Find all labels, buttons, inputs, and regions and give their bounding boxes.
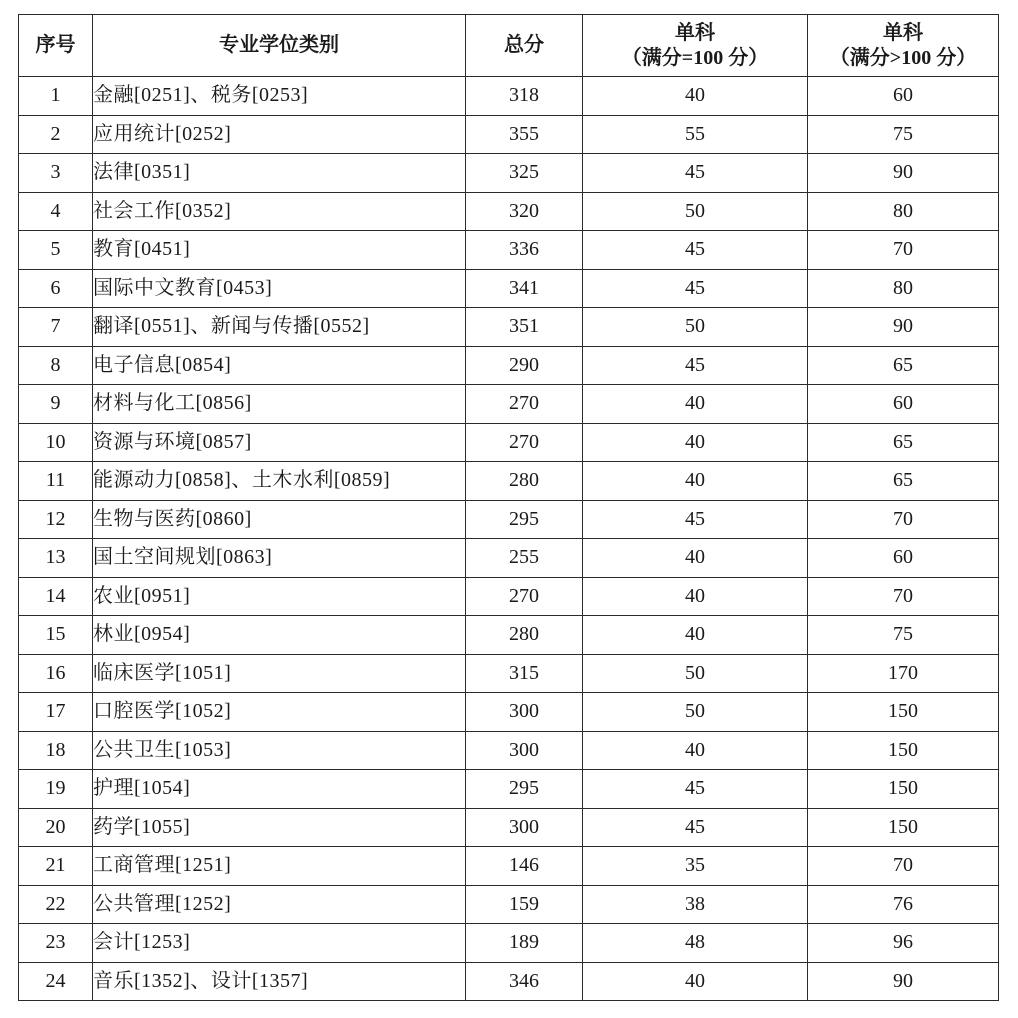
header-total-score: 总分 [466, 15, 583, 77]
table-row [19, 693, 999, 732]
cell-serial-number: 24 [19, 962, 93, 1001]
cell-degree-category: 法律[0351] [93, 154, 466, 193]
cell-single-subject-gt100: 96 [808, 924, 999, 963]
cell-single-subject-gt100: 60 [808, 385, 999, 424]
cell-total-score: 300 [466, 808, 583, 847]
table-row [19, 539, 999, 578]
header-degree-category: 专业学位类别 [93, 15, 466, 77]
cell-total-score: 295 [466, 770, 583, 809]
cell-serial-number: 10 [19, 423, 93, 462]
table-row [19, 808, 999, 847]
cell-degree-category: 教育[0451] [93, 231, 466, 270]
cell-serial-number: 9 [19, 385, 93, 424]
cell-serial-number: 23 [19, 924, 93, 963]
cell-single-subject-eq100: 40 [583, 962, 808, 1001]
cell-single-subject-gt100: 65 [808, 423, 999, 462]
cell-single-subject-eq100: 35 [583, 847, 808, 886]
cell-serial-number: 21 [19, 847, 93, 886]
cell-single-subject-gt100: 60 [808, 77, 999, 116]
cell-serial-number: 18 [19, 731, 93, 770]
header-single-eq100-line2: （满分=100 分） [621, 46, 769, 69]
cell-total-score: 270 [466, 423, 583, 462]
table-row [19, 847, 999, 886]
table-row [19, 192, 999, 231]
cell-single-subject-gt100: 75 [808, 115, 999, 154]
table-row [19, 731, 999, 770]
cell-total-score: 255 [466, 539, 583, 578]
cell-single-subject-eq100: 45 [583, 231, 808, 270]
cell-serial-number: 17 [19, 693, 93, 732]
cell-total-score: 290 [466, 346, 583, 385]
cell-degree-category: 材料与化工[0856] [93, 385, 466, 424]
cell-total-score: 318 [466, 77, 583, 116]
cell-single-subject-eq100: 40 [583, 77, 808, 116]
cell-degree-category: 口腔医学[1052] [93, 693, 466, 732]
table-row [19, 308, 999, 347]
cell-degree-category: 国际中文教育[0453] [93, 269, 466, 308]
cell-total-score: 270 [466, 385, 583, 424]
cell-degree-category: 金融[0251]、税务[0253] [93, 77, 466, 116]
cell-total-score: 325 [466, 154, 583, 193]
cell-single-subject-eq100: 50 [583, 693, 808, 732]
cell-total-score: 189 [466, 924, 583, 963]
table-row [19, 115, 999, 154]
cell-single-subject-eq100: 40 [583, 462, 808, 501]
cell-serial-number: 2 [19, 115, 93, 154]
cell-single-subject-eq100: 40 [583, 423, 808, 462]
cell-serial-number: 8 [19, 346, 93, 385]
cell-total-score: 295 [466, 500, 583, 539]
cell-degree-category: 音乐[1352]、设计[1357] [93, 962, 466, 1001]
cell-serial-number: 14 [19, 577, 93, 616]
cell-single-subject-gt100: 150 [808, 731, 999, 770]
table-row [19, 154, 999, 193]
cell-single-subject-gt100: 65 [808, 462, 999, 501]
cell-degree-category: 社会工作[0352] [93, 192, 466, 231]
cell-single-subject-gt100: 90 [808, 308, 999, 347]
header-single-gt100-line2: （满分>100 分） [829, 46, 977, 69]
cell-total-score: 270 [466, 577, 583, 616]
cell-single-subject-eq100: 55 [583, 115, 808, 154]
cell-total-score: 280 [466, 462, 583, 501]
cell-single-subject-gt100: 170 [808, 654, 999, 693]
cell-degree-category: 临床医学[1051] [93, 654, 466, 693]
table-row [19, 924, 999, 963]
cell-total-score: 300 [466, 731, 583, 770]
cell-single-subject-eq100: 40 [583, 577, 808, 616]
cell-serial-number: 5 [19, 231, 93, 270]
table-row [19, 962, 999, 1001]
cell-degree-category: 会计[1253] [93, 924, 466, 963]
cell-single-subject-gt100: 70 [808, 847, 999, 886]
cell-single-subject-gt100: 80 [808, 269, 999, 308]
cell-serial-number: 11 [19, 462, 93, 501]
cell-serial-number: 3 [19, 154, 93, 193]
cell-single-subject-eq100: 40 [583, 539, 808, 578]
cell-degree-category: 药学[1055] [93, 808, 466, 847]
cell-single-subject-eq100: 45 [583, 269, 808, 308]
table-row [19, 231, 999, 270]
header-row [19, 15, 999, 77]
cell-serial-number: 13 [19, 539, 93, 578]
cell-single-subject-gt100: 80 [808, 192, 999, 231]
cell-serial-number: 22 [19, 885, 93, 924]
cell-single-subject-eq100: 48 [583, 924, 808, 963]
cell-single-subject-gt100: 150 [808, 693, 999, 732]
cell-degree-category: 林业[0954] [93, 616, 466, 655]
cell-total-score: 355 [466, 115, 583, 154]
cell-single-subject-eq100: 45 [583, 346, 808, 385]
cell-single-subject-eq100: 38 [583, 885, 808, 924]
header-single-subject-eq100 [583, 15, 808, 77]
cell-single-subject-eq100: 50 [583, 654, 808, 693]
cell-total-score: 280 [466, 616, 583, 655]
cell-degree-category: 能源动力[0858]、土木水利[0859] [93, 462, 466, 501]
table-row [19, 385, 999, 424]
cell-serial-number: 16 [19, 654, 93, 693]
cell-single-subject-eq100: 45 [583, 154, 808, 193]
header-single-eq100-line1: 单科 [675, 21, 715, 44]
table-row [19, 500, 999, 539]
cell-single-subject-eq100: 50 [583, 308, 808, 347]
cell-single-subject-gt100: 70 [808, 577, 999, 616]
table-row [19, 885, 999, 924]
cell-total-score: 315 [466, 654, 583, 693]
cell-degree-category: 翻译[0551]、新闻与传播[0552] [93, 308, 466, 347]
cell-serial-number: 20 [19, 808, 93, 847]
cell-single-subject-gt100: 150 [808, 770, 999, 809]
cell-degree-category: 公共管理[1252] [93, 885, 466, 924]
cell-degree-category: 生物与医药[0860] [93, 500, 466, 539]
cell-degree-category: 资源与环境[0857] [93, 423, 466, 462]
table-row [19, 346, 999, 385]
score-cutoff-table [18, 14, 999, 1001]
cell-serial-number: 15 [19, 616, 93, 655]
table-row [19, 616, 999, 655]
table-row [19, 77, 999, 116]
table-row [19, 577, 999, 616]
cell-degree-category: 工商管理[1251] [93, 847, 466, 886]
cell-serial-number: 19 [19, 770, 93, 809]
cell-total-score: 146 [466, 847, 583, 886]
cell-single-subject-eq100: 45 [583, 500, 808, 539]
cell-single-subject-gt100: 70 [808, 500, 999, 539]
cell-single-subject-eq100: 45 [583, 770, 808, 809]
cell-degree-category: 农业[0951] [93, 577, 466, 616]
table-row [19, 462, 999, 501]
cell-total-score: 341 [466, 269, 583, 308]
cell-total-score: 320 [466, 192, 583, 231]
cell-serial-number: 6 [19, 269, 93, 308]
cell-single-subject-eq100: 45 [583, 808, 808, 847]
header-serial-number: 序号 [19, 15, 93, 77]
header-single-gt100-line1: 单科 [883, 21, 923, 44]
cell-degree-category: 护理[1054] [93, 770, 466, 809]
table-row [19, 423, 999, 462]
header-single-subject-gt100 [808, 15, 999, 77]
cell-single-subject-gt100: 60 [808, 539, 999, 578]
cell-single-subject-eq100: 40 [583, 616, 808, 655]
cell-single-subject-gt100: 65 [808, 346, 999, 385]
table-row [19, 770, 999, 809]
cell-serial-number: 12 [19, 500, 93, 539]
table-body [19, 77, 999, 1001]
cell-total-score: 351 [466, 308, 583, 347]
cell-single-subject-gt100: 90 [808, 154, 999, 193]
cell-total-score: 300 [466, 693, 583, 732]
cell-total-score: 346 [466, 962, 583, 1001]
cell-single-subject-gt100: 150 [808, 808, 999, 847]
cell-single-subject-eq100: 40 [583, 385, 808, 424]
cell-total-score: 159 [466, 885, 583, 924]
cell-serial-number: 1 [19, 77, 93, 116]
cell-serial-number: 7 [19, 308, 93, 347]
cell-single-subject-gt100: 70 [808, 231, 999, 270]
cell-single-subject-gt100: 75 [808, 616, 999, 655]
table-row [19, 654, 999, 693]
cell-single-subject-gt100: 76 [808, 885, 999, 924]
cell-degree-category: 电子信息[0854] [93, 346, 466, 385]
cell-degree-category: 国土空间规划[0863] [93, 539, 466, 578]
cell-degree-category: 应用统计[0252] [93, 115, 466, 154]
table-row [19, 269, 999, 308]
cell-serial-number: 4 [19, 192, 93, 231]
cell-degree-category: 公共卫生[1053] [93, 731, 466, 770]
cell-single-subject-eq100: 40 [583, 731, 808, 770]
cell-total-score: 336 [466, 231, 583, 270]
cell-single-subject-eq100: 50 [583, 192, 808, 231]
cell-single-subject-gt100: 90 [808, 962, 999, 1001]
